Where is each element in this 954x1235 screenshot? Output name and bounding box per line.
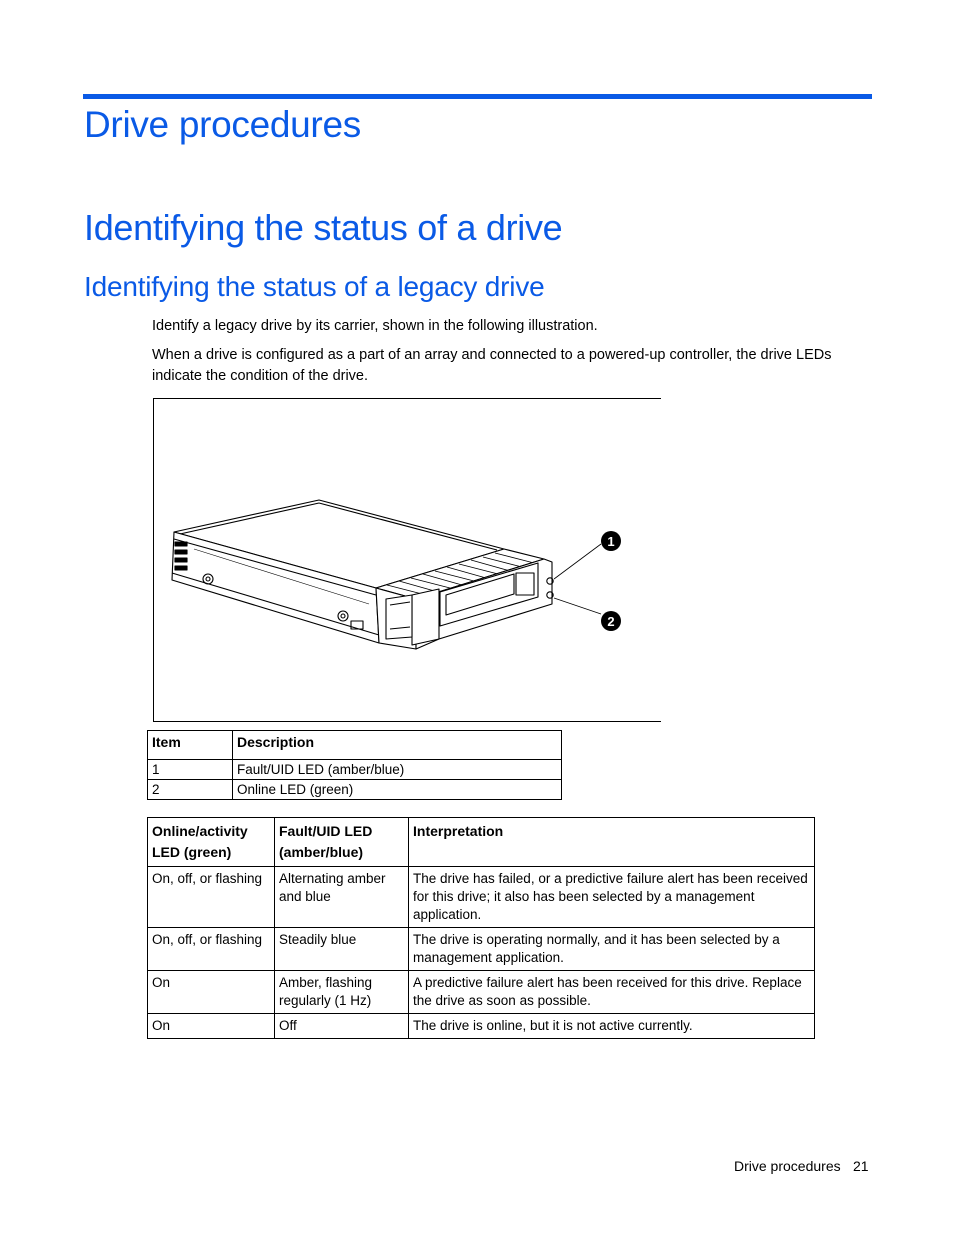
heading-rule [83,94,872,99]
online-led-header: Online/activity LED (green) [148,818,275,867]
fault-led-state: Amber, flashing regularly (1 Hz) [275,971,409,1014]
fault-led-header: Fault/UID LED (amber/blue) [275,818,409,867]
intro-paragraph: Identify a legacy drive by its carrier, shown in the following illustration. [152,318,598,334]
led-status-table [147,817,815,1039]
online-led-state: On [148,1014,275,1039]
table-header-row [148,731,562,760]
interpretation: A predictive failure alert has been received for this drive. Replace the drive as soon as possible. [409,971,815,1014]
callout-2-label: 2 [607,614,615,629]
interpretation: The drive is online, but it is not active currently. [409,1014,815,1039]
interpretation-header: Interpretation [409,818,815,867]
online-led-state: On [148,971,275,1014]
interpretation: The drive has failed, or a predictive failure alert has been received for this drive; it also has been selected by a management application. [409,867,815,928]
page-number: 21 [853,1158,869,1174]
drive-illustration [153,398,661,722]
callout-1-label: 1 [607,534,615,549]
table-row [148,780,562,800]
item-description: Fault/UID LED (amber/blue) [233,760,562,780]
item-header: Item [148,731,233,760]
drive-carrier-drawing [154,399,661,721]
table-row [148,971,815,1014]
fault-led-state: Alternating amber and blue [275,867,409,928]
item-table [147,730,562,800]
online-led-state: On, off, or flashing [148,867,275,928]
table-row [148,928,815,971]
table-header-row [148,818,815,867]
led-paragraph: When a drive is configured as a part of an array and connected to a powered-up controller, the drive LEDs indicate the condition of the drive. [152,347,832,384]
table-row [148,867,815,928]
section-heading: Identifying the status of a drive [84,207,563,248]
online-led-state: On, off, or flashing [148,928,275,971]
fault-led-state: Off [275,1014,409,1039]
fault-led-state: Steadily blue [275,928,409,971]
callout-2 [601,611,621,631]
interpretation: The drive is operating normally, and it has been selected by a management application. [409,928,815,971]
table-row [148,760,562,780]
callout-1 [601,531,621,551]
footer-section-label: Drive procedures [734,1158,841,1174]
subsection-heading: Identifying the status of a legacy drive [84,271,545,302]
item-number: 2 [148,780,233,800]
item-description: Online LED (green) [233,780,562,800]
item-number: 1 [148,760,233,780]
description-header: Description [233,731,562,760]
table-row [148,1014,815,1039]
page-title: Drive procedures [84,104,361,145]
